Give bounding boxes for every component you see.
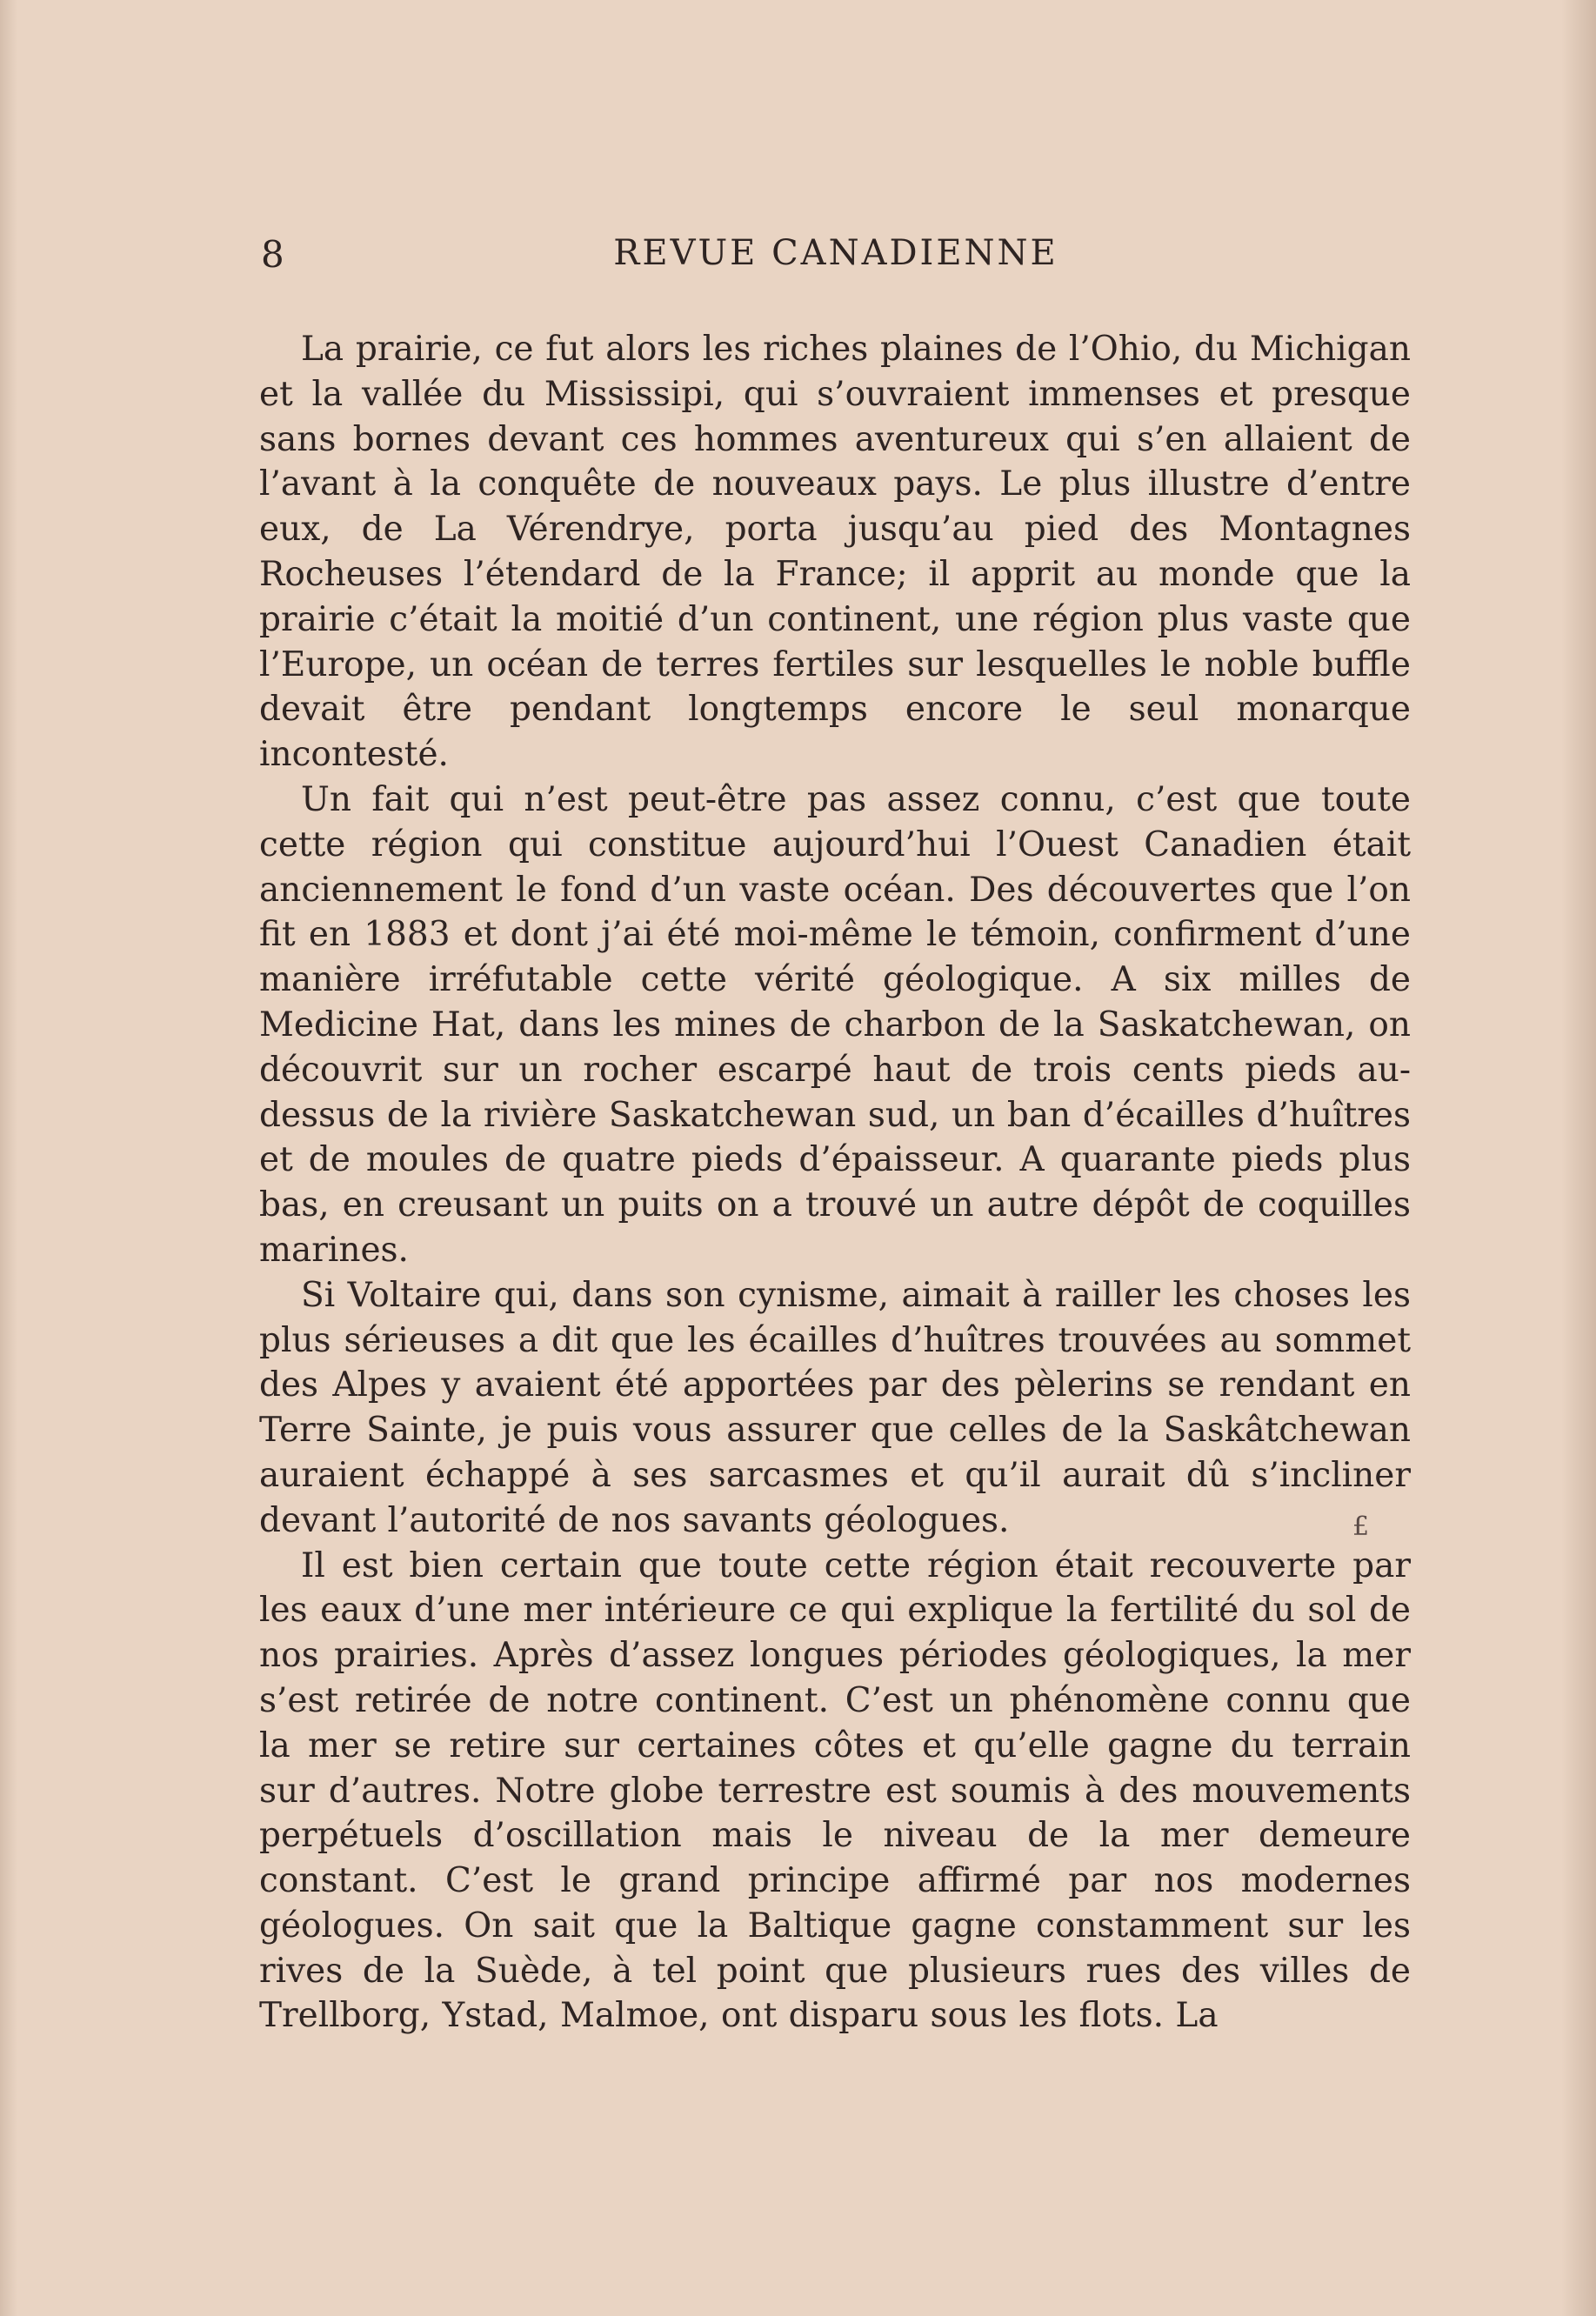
paragraph: Si Voltaire qui, dans son cynisme, aimait à railler les choses les plus sérieuses a dit que les écailles d’huîtres trouvées au sommet des Alpes y avaient été apportées par des pèlerins se rendant en Terre Sainte, je puis vous assurer que celles de la Saskâtchewan auraient échappé à ses sarcasmes et qu’il aurait dû s’incliner devant l’autorité de nos savants géologues.	[259, 1275, 1411, 1540]
running-title: REVUE CANADIENNE	[613, 233, 1058, 273]
handwritten-margin-mark: £	[1352, 1512, 1370, 1542]
paragraph: Il est bien certain que toute cette région était recouverte par les eaux d’une mer intérieure ce qui explique la fertilité du sol de nos prairies. Après d’assez longues périodes géologiques, la mer s’est retirée de notre continent. C’est un phénomène connu que la mer se retire sur certaines côtes et qu’elle gagne du terrain sur d’autres. Notre globe terrestre est soumis à des mouvements perpétuels d’oscillation mais le niveau de la mer demeure constant. C’est le grand principe affirmé par nos modernes géologues. On sait que la Baltique gagne constamment sur les rives de la Suède, à tel point que plusieurs rues des villes de Trellborg, Ystad, Malmoe, ont disparu sous les flots. La	[259, 1545, 1411, 2036]
paragraph: Un fait qui n’est peut-être pas assez connu, c’est que toute cette région qui constitue aujourd’hui l’Ouest Canadien était anciennement le fond d’un vaste océan. Des découvertes que l’on fit en 1883 et dont j’ai été moi-même le témoin, confirment d’une manière irréfutable cette vérité géologique. A six milles de Medicine Hat, dans les mines de charbon de la Saskatchewan, on découvrit sur un rocher escarpé haut de trois cents pieds au-dessus de la rivière Saskatchewan sud, un ban d’écailles d’huîtres et de moules de quatre pieds d’épaisseur. A quarante pieds plus bas, en creusant un puits on a trouvé un autre dépôt de coquilles marines.	[259, 779, 1411, 1270]
body-text	[259, 327, 1411, 2039]
page-header	[261, 233, 1411, 285]
paragraph: La prairie, ce fut alors les riches plaines de l’Ohio, du Michigan et la vallée du Mississipi, qui s’ouvraient immenses et presque sans bornes devant ces hommes aventureux qui s’en allaient de l’avant à la conquête de nouveaux pays. Le plus illustre d’entre eux, de La Vérendrye, porta jusqu’au pied des Montagnes Rocheuses l’étendard de la France; il apprit au monde que la prairie c’était la moitié d’un continent, une région plus vaste que l’Europe, un océan de terres fertiles sur lesquelles le noble buffle devait être pendant longtemps encore le seul monarque incontesté.	[259, 330, 1411, 775]
page-number: 8	[261, 233, 285, 276]
